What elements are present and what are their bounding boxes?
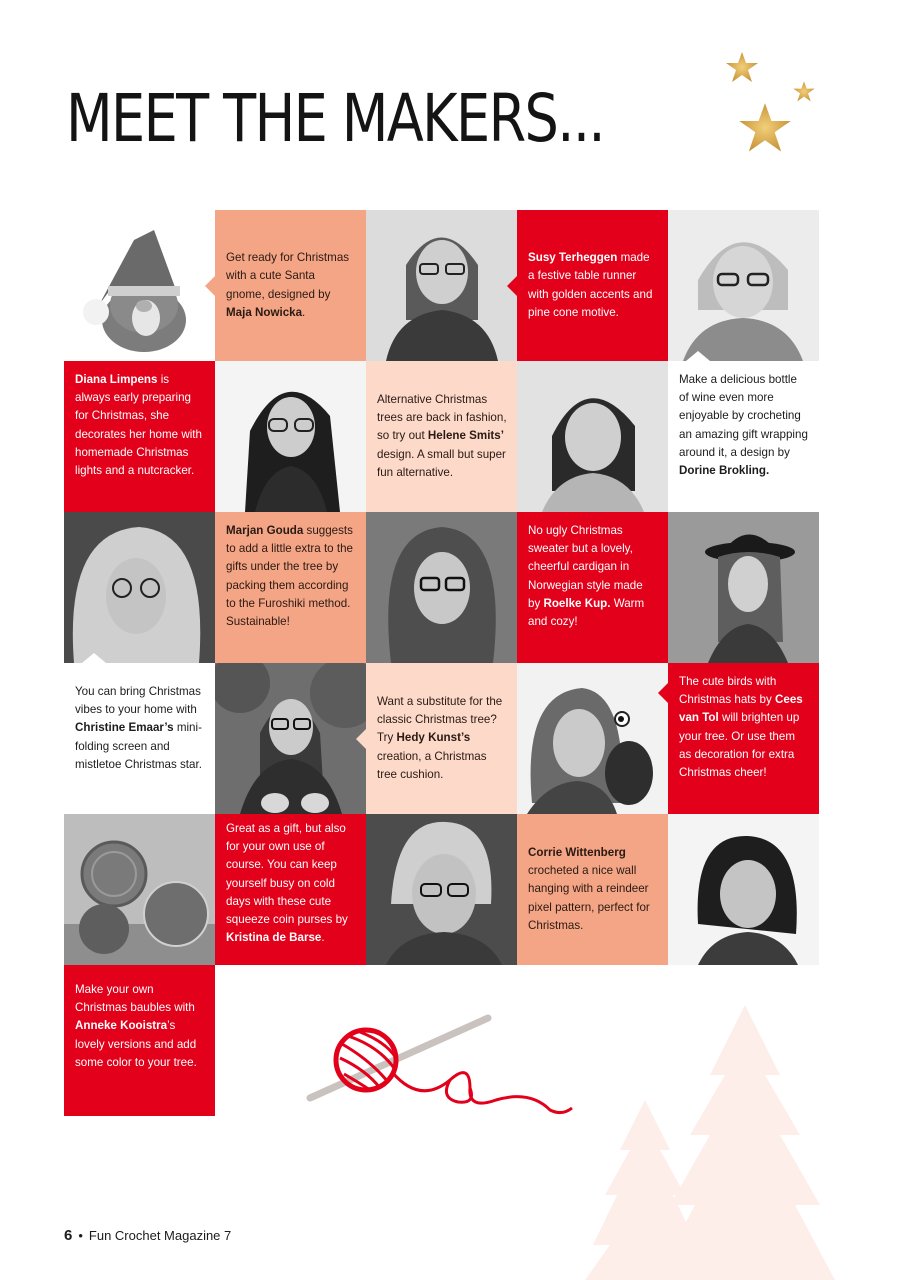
photo-roelke-kup [668,512,819,663]
photo-santa-gnome [64,210,215,361]
maker-name: Marjan Gouda [226,524,304,537]
card-hedy-kunst: Want a substitute for the classic Christmas tree? Try Hedy Kunst’s creation, a Christmas tree cushion. [366,663,517,814]
photo-diana-limpens [215,361,366,512]
maker-name: Kristina de Barse [226,931,322,945]
photo-corrie-wittenberg [668,814,819,965]
maker-name: Cees van Tol [679,693,803,725]
card-maja-nowicka: Get ready for Christmas with a cute Santa gnome, designed by Maja Nowicka. [215,210,366,361]
card-roelke-kup: No ugly Christmas sweater but a lovely, cheerful cardigan in Norwegian style made by Roelke Kup. Warm and cozy! [517,512,668,663]
card-cees-van-tol: The cute birds with Christmas hats by Cees van Tol will brighten up your tree. Or use them as decoration for extra Christmas cheer! [668,663,819,814]
photo-cees-van-tol [517,663,668,814]
photo-kristina-de-barse [366,814,517,965]
crochet-hook-and-yarn-icon [300,1010,590,1120]
publication-name: Fun Crochet Magazine 7 [88,1228,232,1243]
photo-marjan-gouda [366,512,517,663]
card-marjan-gouda: Marjan Gouda suggests to add a little extra to the gifts under the tree by packing them according to the Furoshiki method. Sustainable! [215,512,366,663]
photo-hedy-kunst [215,663,366,814]
card-susy-terheggen: Susy Terheggen made a festive table runner with golden accents and pine cone motive. [517,210,668,361]
card-anneke-kooistra: Make your own Christmas baubles with Anneke Kooistra’s lovely versions and add some color to your tree. [64,965,215,1116]
maker-name: Anneke Kooistra [75,1019,168,1033]
card-kristina-de-barse: Great as a gift, but also for your own use of course. You can keep yourself busy on cold days with these cute squeeze coin purses by Kristina de Barse. [215,814,366,965]
maker-name: Helene Smits’ [427,429,504,443]
photo-susy-terheggen [366,210,517,361]
photo-dorine-brokling [668,210,819,361]
card-helene-smits: Alternative Christmas trees are back in fashion, so try out Helene Smits’ design. A small but super fun alternative. [366,361,517,512]
page-title: MEET THE MAKERS... [66,80,604,157]
maker-name: Susy Terheggen [528,251,618,265]
photo-christine-emaar [64,512,215,663]
card-corrie-wittenberg: Corrie Wittenberg crocheted a nice wall hanging with a reindeer pixel pattern, perfect for Christmas. [517,814,668,965]
photo-helene-smits [517,361,668,512]
card-diana-limpens: Diana Limpens is always early preparing for Christmas, she decorates her home with homemade Christmas lights and a nutcracker. [64,361,215,512]
maker-name: Christine Emaar’s [75,721,174,735]
page-number: 6 [64,1227,73,1244]
gold-star-icon [792,80,816,104]
christmas-tree-icon [585,1005,905,1280]
maker-name: Diana Limpens [75,373,158,386]
maker-name: Roelke Kup. [543,596,611,610]
maker-name: Maja Nowicka [226,305,303,319]
maker-name: Corrie Wittenberg [528,845,626,859]
page-footer [64,1227,231,1244]
photo-crochet-baubles [64,814,215,965]
card-christine-emaar: You can bring Christmas vibes to your home with Christine Emaar’s mini-folding screen and mistletoe Christmas star. [64,663,215,814]
footer-bullet: • [78,1228,83,1243]
gold-star-icon [724,50,760,86]
maker-name: Hedy Kunst’s [396,731,471,745]
card-dorine-brokling: Make a delicious bottle of wine even more enjoyable by crocheting an amazing gift wrapping around it, a design by Dorine Brokling. [668,361,819,512]
maker-name: Dorine Brokling. [679,464,770,478]
gold-star-icon [736,100,794,158]
